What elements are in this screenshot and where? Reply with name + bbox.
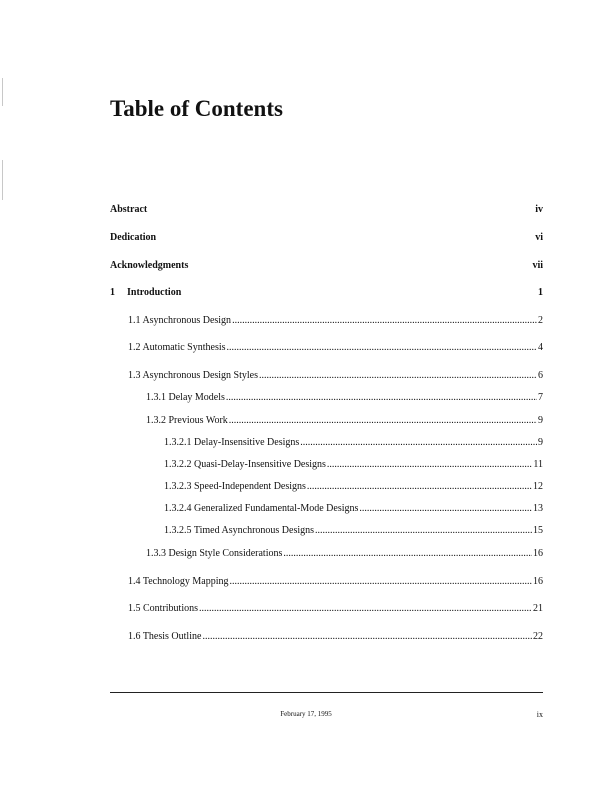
toc-entry-label: 1.6 Thesis Outline [128, 631, 202, 642]
toc-entry-label: Abstract [110, 204, 148, 215]
toc-entry-page: 12 [533, 481, 543, 492]
toc-entry-1-1[interactable] [128, 315, 543, 326]
leader-dots [202, 631, 532, 642]
footer-page-number: ix [536, 710, 543, 719]
toc-entry-label: 1.3 Asynchronous Design Styles [128, 370, 258, 381]
toc-entry-acknowledgments[interactable] [110, 260, 543, 271]
toc-entry-page: 21 [533, 603, 543, 614]
leader-dots [259, 370, 537, 381]
leader-dots [199, 603, 532, 614]
toc-entry-1-3-2-4[interactable] [164, 503, 543, 514]
toc-entry-page: 1 [538, 287, 543, 298]
toc-entry-label: 1.3.2.4 Generalized Fundamental-Mode Designs [164, 503, 359, 514]
toc-entry-1-3-2-2[interactable] [164, 459, 543, 470]
scan-margin-mark [2, 160, 3, 200]
toc-entry-1-5[interactable] [128, 603, 543, 614]
toc-entry-page: 4 [538, 342, 543, 353]
leader-dots [315, 525, 532, 536]
leader-dots [300, 437, 537, 448]
footer-rule [110, 692, 543, 693]
toc-entry-label: 1.2 Automatic Synthesis [128, 342, 226, 353]
toc-entry-page: iv [535, 204, 543, 215]
toc-entry-label: Dedication [110, 232, 157, 243]
toc-entry-page: 16 [533, 548, 543, 559]
toc-entry-page: 7 [538, 392, 543, 403]
leader-dots [229, 415, 537, 426]
toc-entry-page: 9 [538, 415, 543, 426]
toc-entry-label: 1.4 Technology Mapping [128, 576, 229, 587]
leader-dots [359, 503, 532, 514]
leader-dots [307, 481, 532, 492]
toc-entry-1-3[interactable] [128, 370, 543, 381]
toc-entry-label: 1.5 Contributions [128, 603, 199, 614]
leader-dots [227, 342, 538, 353]
toc-entry-page: 2 [538, 315, 543, 326]
toc-entry-1-3-2-3[interactable] [164, 481, 543, 492]
toc-entry-1-3-3[interactable] [146, 548, 543, 559]
toc-entry-page: 11 [533, 459, 543, 470]
toc-entry-dedication[interactable] [110, 232, 543, 243]
toc-entry-1-4[interactable] [128, 576, 543, 587]
page-title: Table of Contents [110, 96, 283, 121]
toc-entry-abstract[interactable] [110, 204, 543, 215]
toc-entry-page: vi [535, 232, 543, 243]
footer-date: February 17, 1995 [280, 710, 332, 718]
toc-entry-label: 1.3.1 Delay Models [146, 392, 225, 403]
toc-entry-label: Introduction [127, 287, 182, 298]
leader-dots [327, 459, 532, 470]
toc-entry-1-3-1[interactable] [146, 392, 543, 403]
toc-entry-page: 22 [533, 631, 543, 642]
leader-dots [226, 392, 537, 403]
toc-entry-page: 13 [533, 503, 543, 514]
toc-entry-page: 6 [538, 370, 543, 381]
toc-entry-label: 1.3.2.5 Timed Asynchronous Designs [164, 525, 315, 536]
toc-entry-label: 1.3.2.1 Delay-Insensitive Designs [164, 437, 300, 448]
leader-dots [232, 315, 537, 326]
toc-entry-label: 1.1 Asynchronous Design [128, 315, 232, 326]
leader-dots [230, 576, 533, 587]
toc-entry-label: 1.3.3 Design Style Considerations [146, 548, 283, 559]
toc-entry-1-2[interactable] [128, 342, 543, 353]
toc-entry-page: 9 [538, 437, 543, 448]
scan-margin-mark [2, 78, 3, 106]
toc-entry-1-3-2[interactable] [146, 415, 543, 426]
toc-entry-label: Acknowledgments [110, 260, 189, 271]
chapter-number: 1 [110, 287, 115, 298]
toc-entry-label: 1.3.2.3 Speed-Independent Designs [164, 481, 306, 492]
toc-entry-1-6[interactable] [128, 631, 543, 642]
toc-entry-page: 15 [533, 525, 543, 536]
toc-entry-page: 16 [533, 576, 543, 587]
toc-entry-1-3-2-5[interactable] [164, 525, 543, 536]
toc-entry-label: 1.3.2 Previous Work [146, 415, 228, 426]
toc-entry-label: 1.3.2.2 Quasi-Delay-Insensitive Designs [164, 459, 326, 470]
leader-dots [283, 548, 532, 559]
toc-entry-1-3-2-1[interactable] [164, 437, 543, 448]
toc-entry-page: vii [532, 260, 543, 271]
toc-entry-chapter-1[interactable] [110, 287, 543, 298]
